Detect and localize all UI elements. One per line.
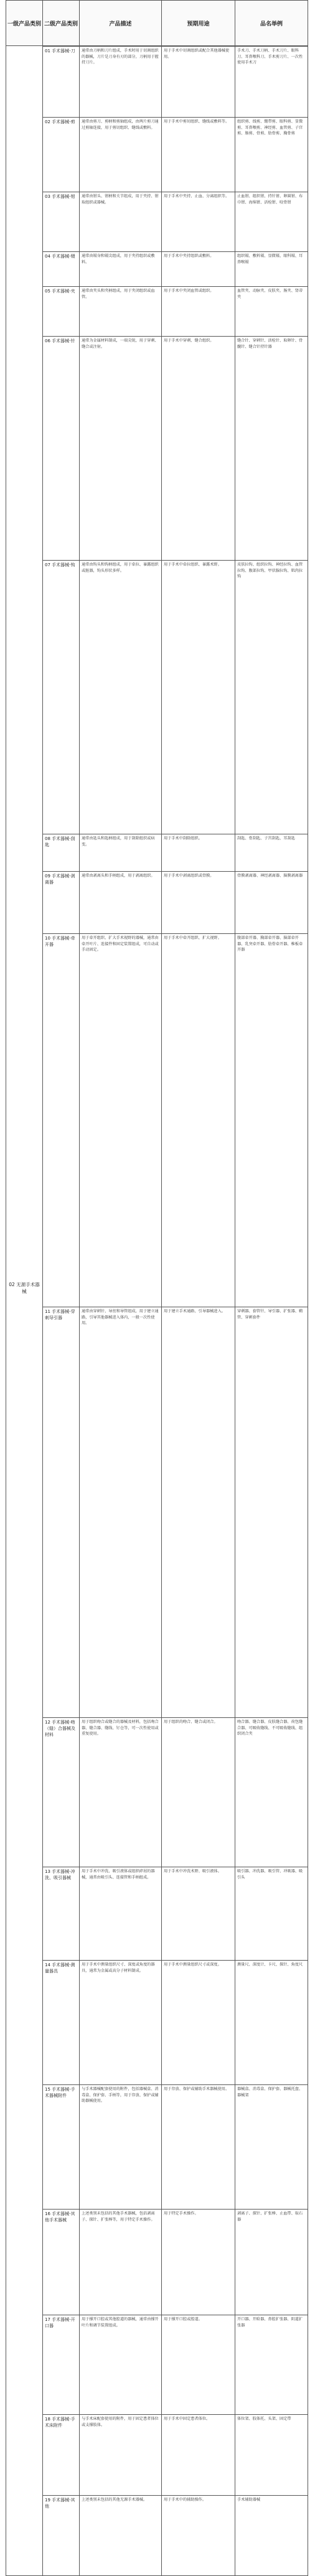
description-cell: 上述类别未包括的其他无源手术器械。	[82, 2498, 148, 2502]
description-cell: 用于手术中测量组织尺寸、深度或角度的器具，通常为金属或高分子材料制成。	[82, 1962, 155, 1973]
intended-use-cell: 用于手术中牵拉组织、暴露术野。	[164, 562, 222, 567]
description-cell: 与手术器械配套使用的附件，包括器械盒、消毒盒、保护套、手柄等，用于存放、保护或辅助器械使用。	[82, 2087, 159, 2103]
examples-cell: 吻合器、缝合器、皮肤缝合器、荷包缝合器、可吸收缝线、不可吸收缝线、组织闭合夹	[237, 1720, 303, 1736]
description-cell: 通常由夹头和夹柄组成，用于夹闭组织或血管。	[82, 289, 155, 299]
examples-cell: 吸引器、冲洗器、吸引管、冲吸器、吸引头	[237, 1869, 303, 1880]
subcategory-cell: 19 手术器械-其他	[45, 2498, 75, 2509]
subcategory-cell: 16 手术器械-其他手术器械	[45, 2211, 75, 2223]
category-level1: 02 无源手术器械	[9, 1282, 40, 1294]
description-cell: 通常由钳头、钳柄和关节组成，用于夹持、钳取组织或器械。	[82, 194, 159, 205]
examples-cell: 剥离子、探针、扩张棒、止血带、取石器	[237, 2211, 303, 2222]
intended-use-cell: 用于手术中穿刺、缝合组织。	[164, 338, 214, 343]
intended-use-cell: 用于手术中冲洗术野、吸引液体。	[164, 1869, 222, 1874]
subcategory-cell: 18 手术器械-手术床附件	[45, 2417, 75, 2428]
header-level2: 二级产品类别	[42, 0, 80, 46]
subcategory-cell: 13 手术器械-冲洗、吸引器械	[45, 1869, 75, 1880]
description-cell: 通常由剥离头和手柄组成，用于剥离组织。	[82, 874, 155, 878]
examples-cell: 手术辅助器械	[237, 2498, 261, 2502]
examples-cell: 组织镊、敷料镊、显微镊、眼科镊、耳鼻喉镊	[237, 254, 303, 264]
header-examples: 品名举例	[235, 0, 308, 46]
description-cell: 通常由穿刺针、导丝和导管组成，用于建立通路，引导其他器械进入体内，一般一次性使用。	[82, 1309, 159, 1325]
intended-use-cell: 用于撑开口腔或腔道。	[164, 2317, 202, 2322]
examples-cell: 刮匙、骨刮匙、子宫刮匙、耳刮匙	[237, 836, 295, 841]
intended-use-cell: 用于手术中剪切组织、缝线或敷料等。	[164, 119, 230, 124]
subcategory-cell: 05 手术器械-夹	[45, 289, 75, 294]
subcategory-cell: 11 手术器械-穿刺导引器	[45, 1309, 75, 1320]
header-description: 产品描述	[79, 0, 162, 46]
examples-cell: 血管夹、动脉夹、皮肤夹、肠夹、肾蒂夹	[237, 289, 303, 299]
examples-cell: 皮肤拉钩、组织拉钩、神经拉钩、血管拉钩、腹部拉钩、甲状腺拉钩、肌肉拉钩	[237, 562, 303, 579]
intended-use-cell: 用于手术中测量组织尺寸或深度。	[164, 1962, 222, 1967]
description-cell: 通常由匙头和匙柄组成，用于刮除组织或病变。	[82, 836, 155, 847]
examples-cell: 止血钳、组织钳、持针钳、卵圆钳、布巾钳、海绵钳、活检钳、咬骨钳	[237, 194, 303, 205]
classification-table	[6, 0, 308, 2576]
intended-use-cell: 用于特定手术操作。	[164, 2211, 199, 2216]
intended-use-cell: 用于建立手术通路、引导器械进入。	[164, 1309, 225, 1314]
description-cell: 用于牵开组织、扩大手术视野的器械，通常由牵开叶片、连接件和固定装置组成，可自动或手动固定。	[82, 936, 159, 952]
intended-use-cell: 用于手术中夹闭血管或组织。	[164, 289, 214, 293]
subcategory-cell: 14 手术器械-测量器具	[45, 1962, 75, 1974]
examples-cell: 腹部牵开器、胸部牵开器、脑部牵开器、乳突牵开器、肋骨牵开器、椎板牵开器	[237, 936, 303, 952]
intended-use-cell: 用于手术中切割组织或配合其他器械使用。	[164, 49, 230, 59]
examples-cell: 手术刀、手术刀柄、手术刀片、眼科刀、耳鼻喉科刀、手术剪刀片、一次性使用手术刀	[237, 49, 303, 65]
description-cell: 通常由剪刀、剪柄和剪轴组成，由两片剪刀通过剪轴连接，用于剪切组织、缝线或敷料。	[82, 119, 159, 130]
subcategory-cell: 02 手术器械-剪	[45, 119, 75, 124]
subcategory-cell: 17 手术器械-开口器	[45, 2317, 75, 2328]
examples-cell: 穿刺器、套管针、导引器、扩张器、鞘管、穿刺套件	[237, 1309, 303, 1320]
description-cell: 与手术床配套使用的附件，用于固定患者体位或支撑肢体。	[82, 2417, 159, 2427]
description-cell: 通常由刀柄和刀片组成，手术时用于切割组织的器械，刀片是刀身有刃的部分，刀柄用于握持刀片。	[82, 49, 159, 65]
intended-use-cell: 用于存放、保护或辅助手术器械使用。	[164, 2087, 230, 2091]
examples-cell: 开口器、开睑器、鼻腔扩张器、阴道扩张器	[237, 2317, 303, 2328]
subcategory-cell: 09 手术器械-剥离器	[45, 874, 75, 885]
description-cell: 通常由镊身和镊尖组成，用于夹持组织或敷料。	[82, 254, 155, 264]
intended-use-cell: 用于手术中的辅助操作。	[164, 2498, 207, 2502]
subcategory-cell: 01 手术器械-刀	[45, 49, 75, 54]
description-cell: 用于组织吻合或缝合的器械及材料，包括吻合器、缝合器、缝线、钉仓等，可一次性使用或重复使用。	[82, 1720, 159, 1736]
intended-use-cell: 用于手术中夹持组织或敷料。	[164, 254, 214, 258]
header-level1: 一级产品类别	[6, 0, 43, 46]
subcategory-cell: 08 手术器械-刮匙	[45, 836, 75, 847]
subcategory-cell: 10 手术器械-牵开器	[45, 936, 75, 947]
description-cell: 通常为金属材料制成，一端尖锐，用于穿刺、缝合或注射。	[82, 338, 159, 349]
description-cell: 用于撑开口腔或其他腔道的器械，通常由撑开叶片和调节装置组成。	[82, 2317, 159, 2328]
examples-cell: 骨膜剥离器、神经剥离器、脑膜剥离器	[237, 874, 303, 878]
subcategory-cell: 12 手术器械-吻（缝）合器械及材料	[45, 1720, 75, 1737]
examples-cell: 组织剪、线剪、绷带剪、眼科剪、显微剪、耳鼻喉剪、神经剪、血管剪、子宫剪、肠剪、骨剪、肋骨剪、胸骨剪	[237, 119, 303, 136]
intended-use-cell: 用于手术中固定患者体位。	[164, 2417, 210, 2421]
intended-use-cell: 用于手术中牵开组织、扩大视野。	[164, 936, 222, 940]
intended-use-cell: 用于组织的吻合、缝合或闭合。	[164, 1720, 218, 1724]
description-cell: 用于手术中冲洗、吸引液体或组织碎屑的器械，通常由吸引头、连接管和手柄组成。	[82, 1869, 155, 1880]
intended-use-cell: 用于手术中夹持、止血、分离组织等。	[164, 194, 230, 198]
examples-cell: 体位架、肢体托、头架、固定带	[237, 2417, 291, 2421]
header-intended-use: 预期用途	[161, 0, 235, 46]
description-cell: 上述类别未包括的其他手术器械，包括剥离子、探针、扩张棒等，用于特定手术操作。	[82, 2211, 155, 2222]
subcategory-cell: 03 手术器械-钳	[45, 194, 75, 199]
subcategory-cell: 07 手术器械-钩	[45, 562, 75, 567]
examples-cell: 器械盒、消毒盒、保护套、器械托盘、器械架	[237, 2087, 303, 2098]
intended-use-cell: 用于手术中刮除组织。	[164, 836, 202, 841]
subcategory-cell: 04 手术器械-镊	[45, 254, 75, 259]
description-cell: 通常由钩头和钩柄组成，用于牵拉、暴露组织或脏器，钩头形状多样。	[82, 562, 159, 573]
examples-cell: 缝合针、穿刺针、活检针、取卵针、骨髓针、缝合针持针器	[237, 338, 303, 349]
examples-cell: 测量尺、深度计、卡尺、探针、角度尺	[237, 1962, 303, 1967]
intended-use-cell: 用于手术中剥离组织或骨膜。	[164, 874, 214, 878]
subcategory-cell: 15 手术器械-手术器械附件	[45, 2087, 75, 2098]
subcategory-cell: 06 手术器械-针	[45, 338, 75, 343]
